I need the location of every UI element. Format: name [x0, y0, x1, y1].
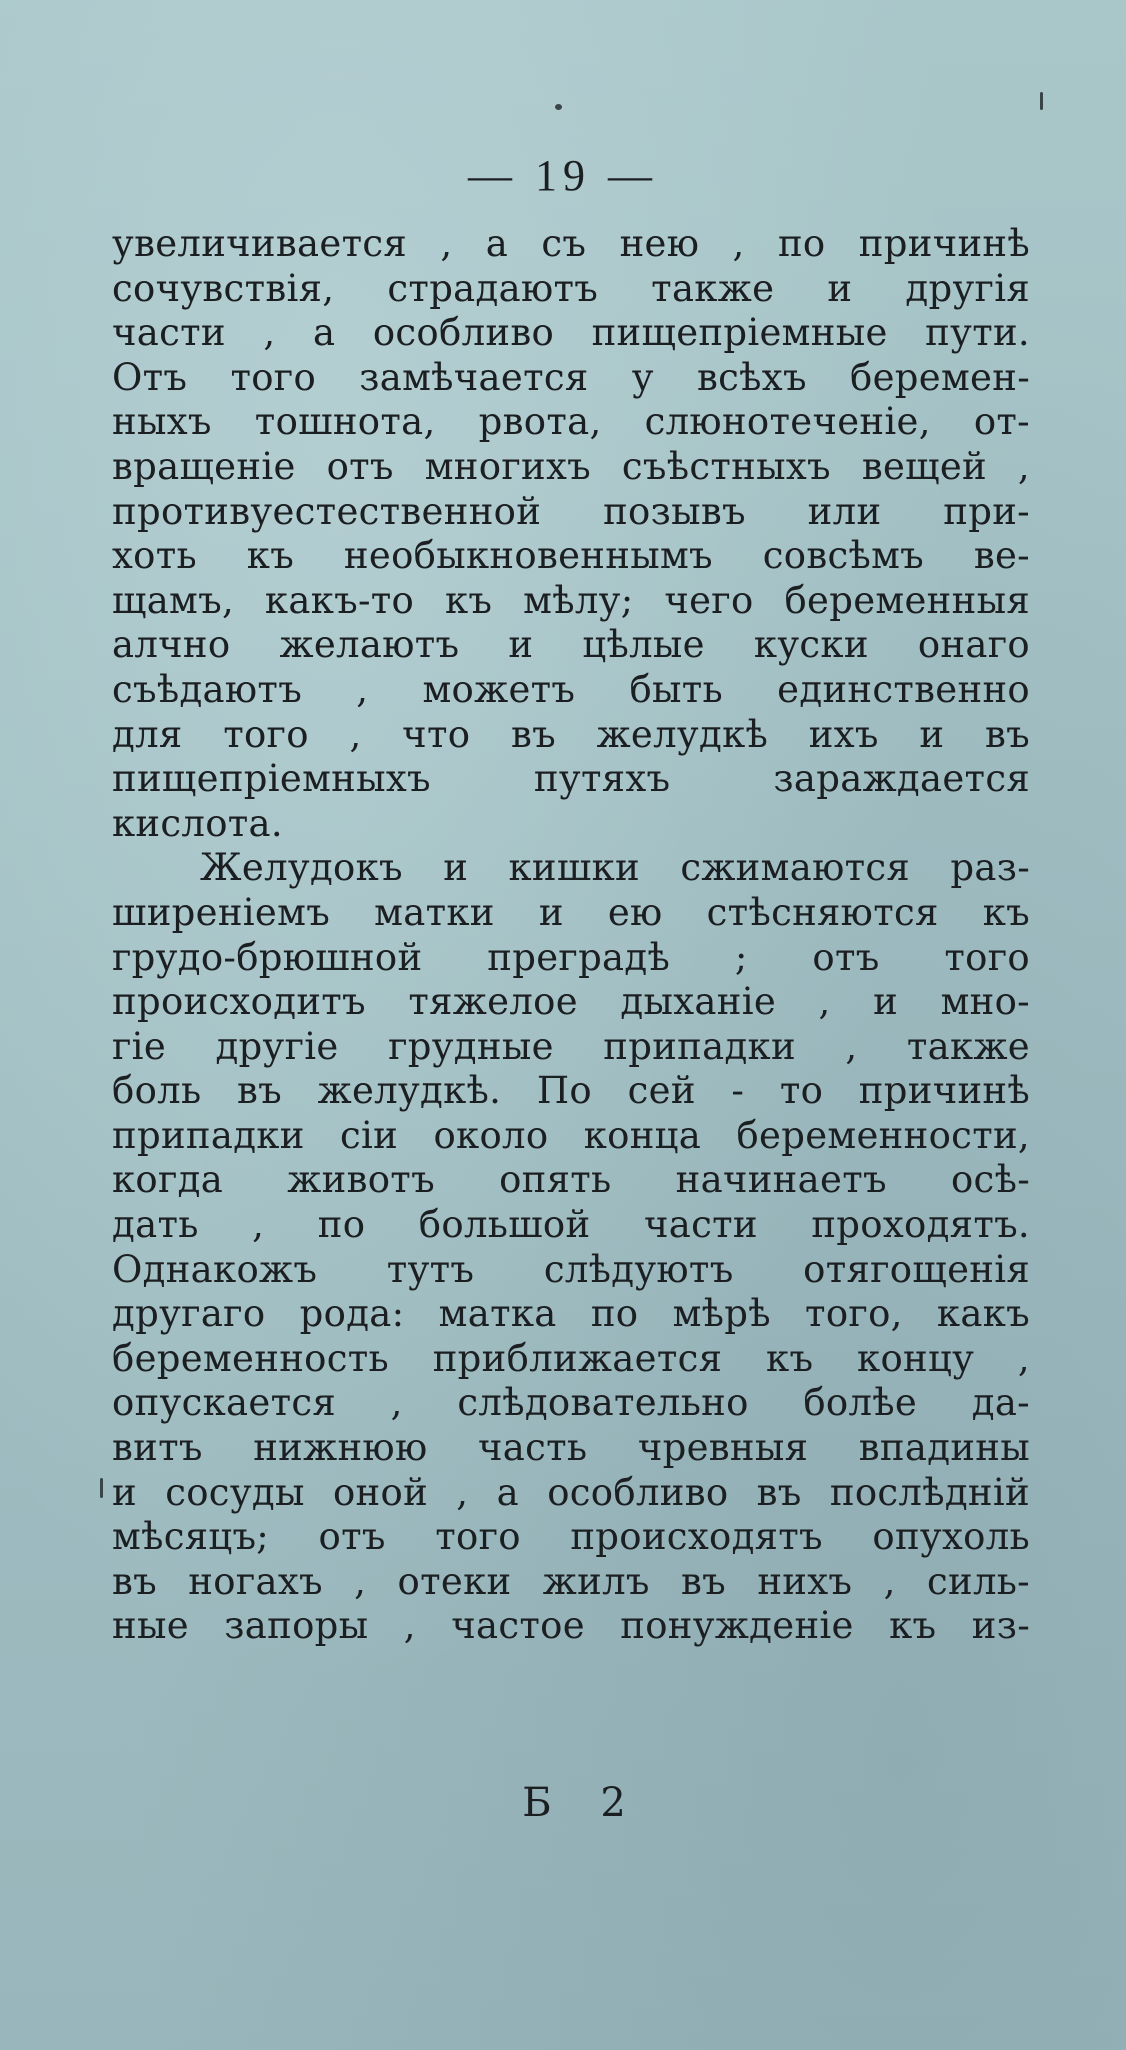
text-line: витъ нижнюю часть чревныя впадины	[112, 1426, 1030, 1470]
text-line: мѣсяцъ; отъ того происходятъ опухоль	[112, 1515, 1030, 1559]
body-text	[112, 222, 1030, 1649]
text-line: и сосуды оной , а особливо въ послѣдній	[112, 1470, 1030, 1514]
page-number: — 19 —	[468, 151, 658, 200]
text-line: части , а особливо пищепріемные пути.	[112, 311, 1030, 355]
text-line: алчно желаютъ и цѣлые куски онаго	[112, 623, 1030, 667]
text-line: Однакожъ тутъ слѣдуютъ отягощенія	[112, 1247, 1030, 1291]
paragraph	[112, 222, 1030, 846]
text-line: грудо-брюшной преградѣ ; отъ того	[112, 935, 1030, 979]
text-line: сочувствія, страдаютъ также и другія	[112, 266, 1030, 310]
text-line: Желудокъ и кишки сжимаются раз-	[200, 846, 1030, 890]
text-line: вращеніе отъ многихъ съѣстныхъ вещей ,	[112, 444, 1030, 488]
text-line: противуестественной позывъ или при-	[112, 489, 1030, 533]
text-line: боль въ желудкѣ. По сей - то причинѣ	[112, 1069, 1030, 1113]
text-line: щамъ, какъ-то къ мѣлу; чего беременныя	[112, 578, 1030, 622]
signature-mark: Б 2	[522, 1780, 644, 1826]
text-line: для того , что въ желудкѣ ихъ и въ	[112, 712, 1030, 756]
text-line: когда животъ опять начинаетъ осѣ-	[112, 1158, 1030, 1202]
text-line: происходитъ тяжелое дыханіе , и мно-	[112, 980, 1030, 1024]
text-line: ные запоры , частое понужденіе къ из-	[112, 1604, 1030, 1648]
ink-speck	[100, 1478, 103, 1498]
ink-speck	[1040, 92, 1043, 110]
text-line: ныхъ тошнота, рвота, слюнотеченіе, от-	[112, 400, 1030, 444]
text-line: припадки сіи около конца беременности,	[112, 1113, 1030, 1157]
text-line: кислота.	[112, 801, 283, 845]
paragraph	[112, 846, 1030, 1649]
ink-speck	[555, 104, 562, 110]
text-line: пищепріемныхъ путяхъ зараждается	[112, 757, 1030, 801]
text-line: опускается , слѣдовательно болѣе да-	[112, 1381, 1030, 1425]
text-line: гіе другіе грудные припадки , также	[112, 1024, 1030, 1068]
text-line: Отъ того замѣчается у всѣхъ беремен-	[112, 355, 1030, 399]
text-line: въ ногахъ , отеки жилъ въ нихъ , силь-	[112, 1559, 1030, 1603]
text-line: хоть къ необыкновеннымъ совсѣмъ ве-	[112, 534, 1030, 578]
text-line: увеличивается , а съ нею , по причинѣ	[112, 222, 1030, 265]
text-line: другаго рода: матка по мѣрѣ того, какъ	[112, 1292, 1030, 1336]
text-line: ширеніемъ матки и ею стѣсняются къ	[112, 890, 1030, 934]
text-line: дать , по большой части проходятъ.	[112, 1203, 1030, 1247]
text-line: съѣдаютъ , можетъ быть единственно	[112, 667, 1030, 711]
text-line: беременность приближается къ концу ,	[112, 1336, 1030, 1380]
